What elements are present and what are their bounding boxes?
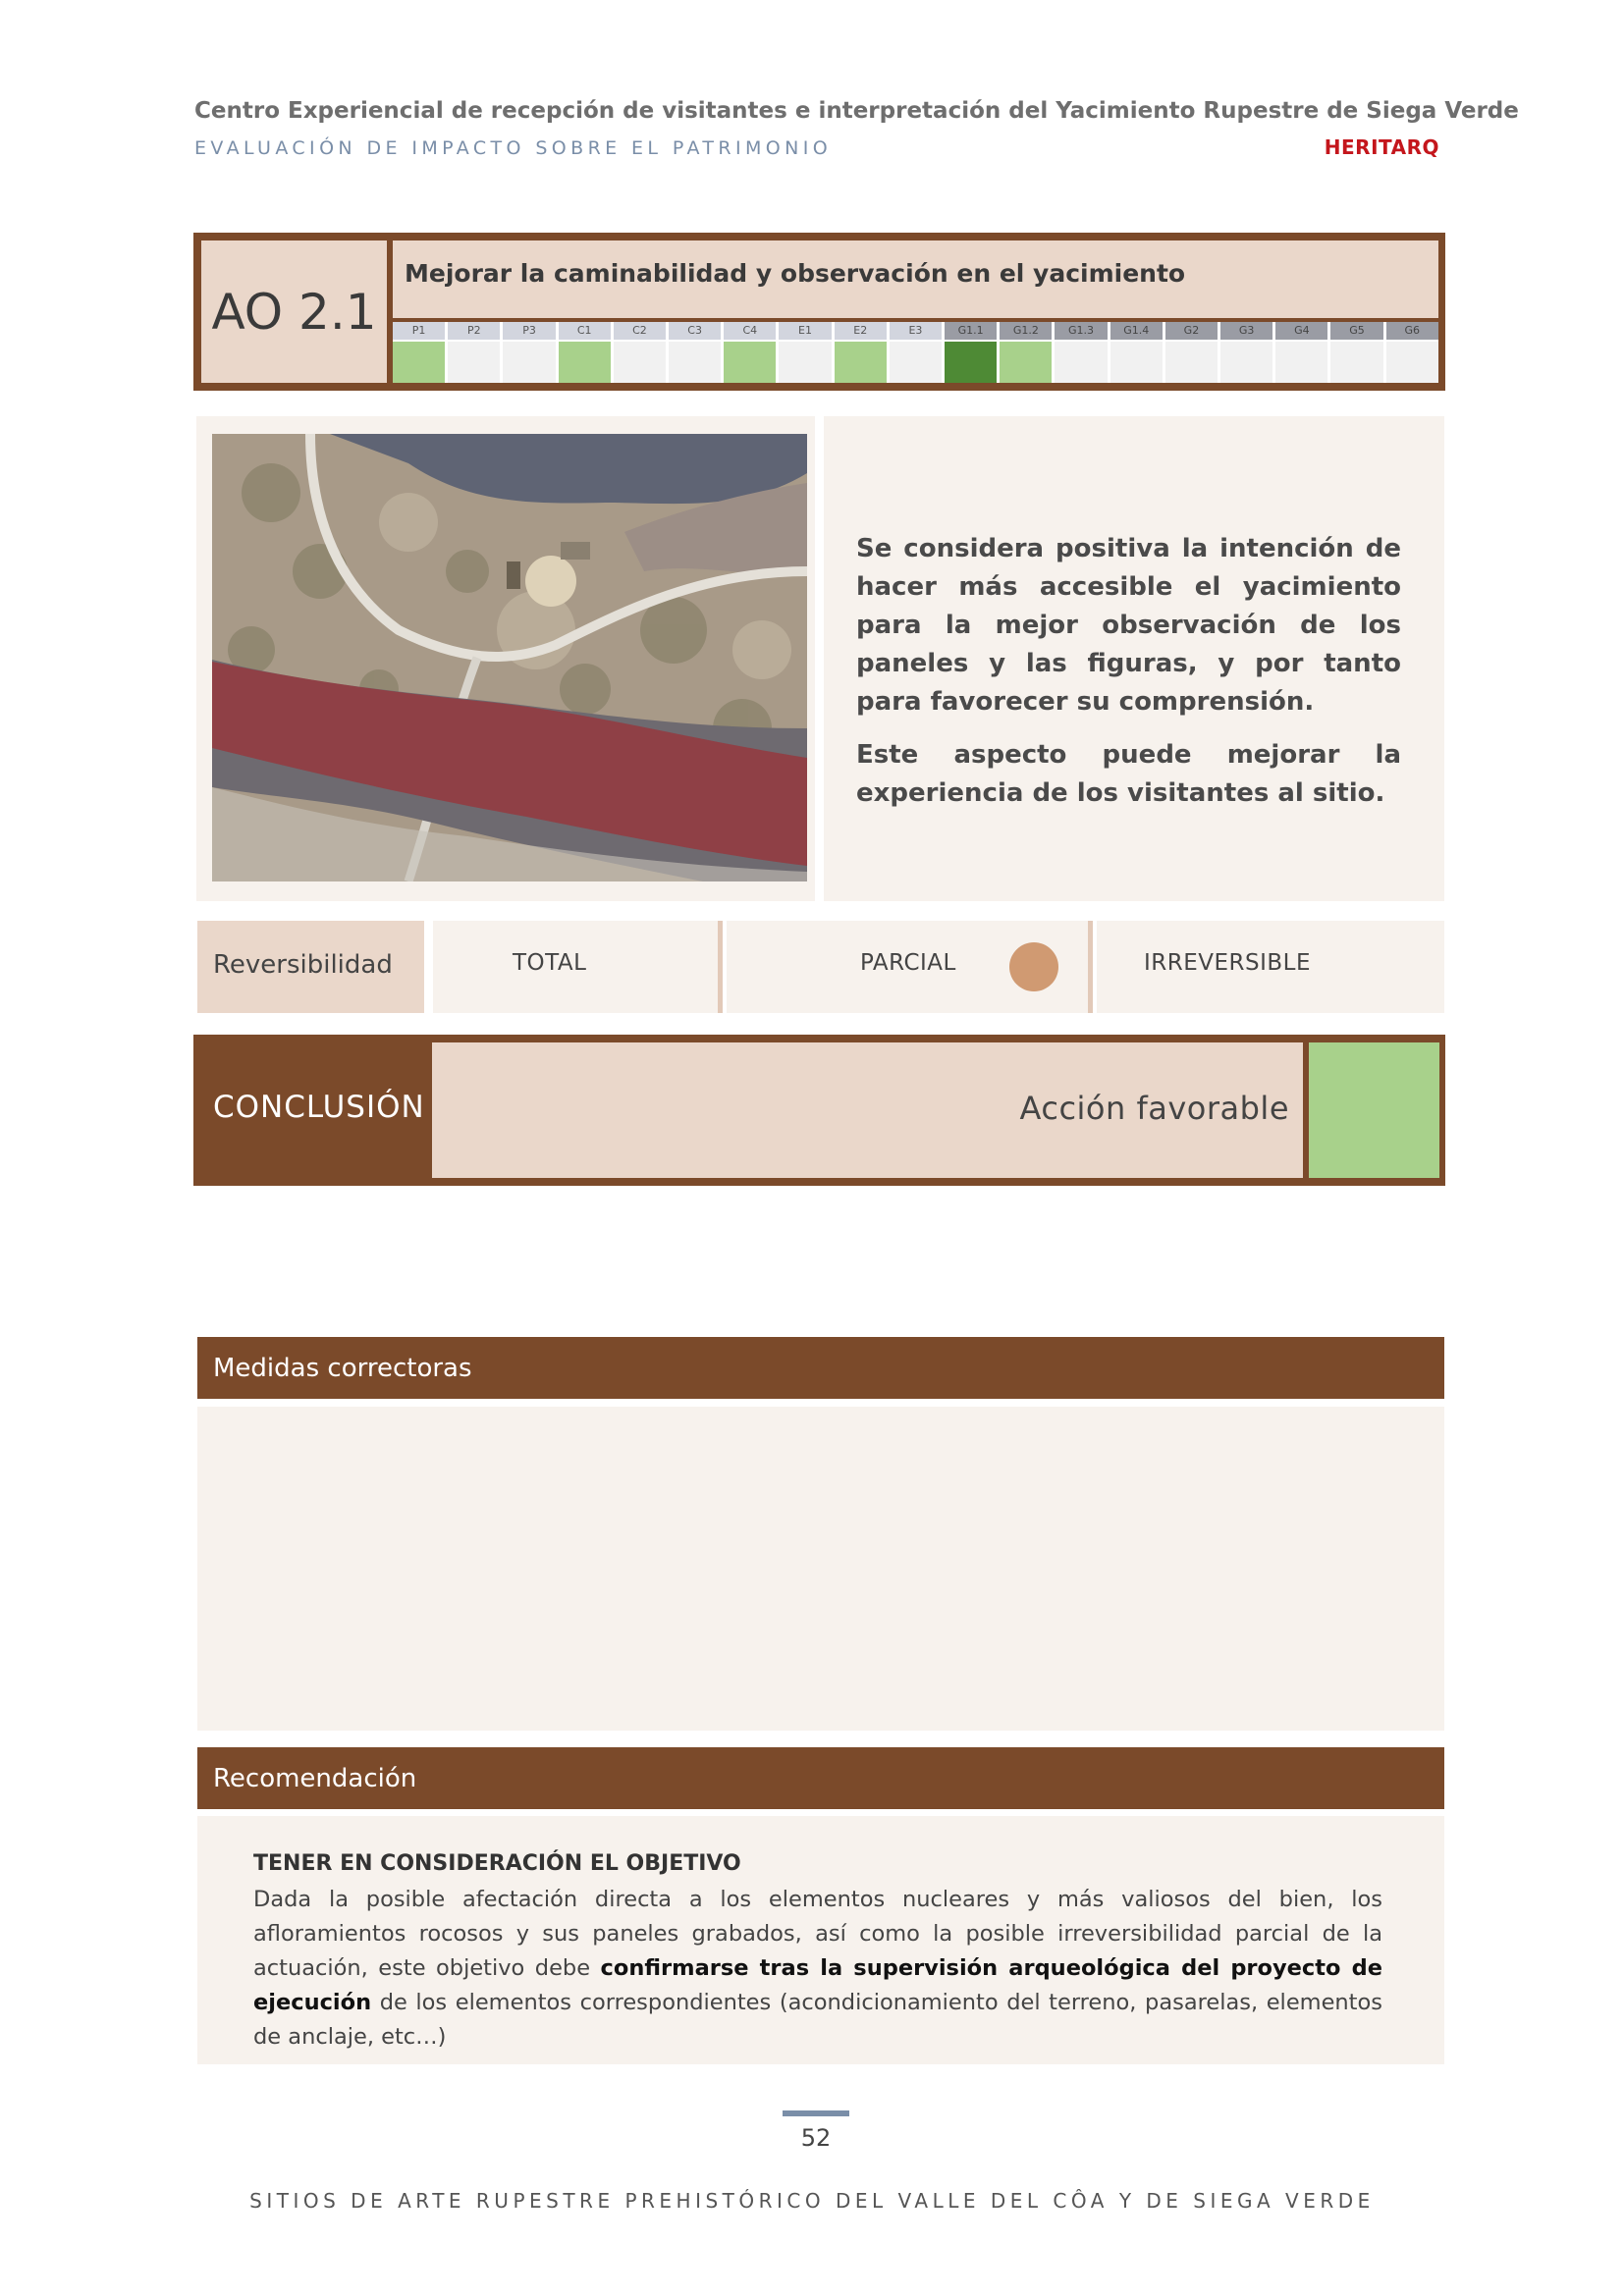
reversibility-selected-marker — [1009, 942, 1058, 991]
assessment-paragraph-1: Se considera positiva la intención de hacer más accesible el yacimiento para la mejor observación de los paneles y las figuras, y por tanto para favorecer su comprensión. — [856, 534, 1401, 717]
recommendation-heading: TENER EN CONSIDERACIÓN EL OBJETIVO — [253, 1851, 741, 1876]
conclusion-value: Acción favorable — [1019, 1090, 1289, 1127]
indicator-value-cell — [890, 342, 942, 383]
indicator-g1-3 — [1055, 322, 1107, 383]
recommendation-text-emphasis: confirmarse tras la supervisión arqueológica del proyecto de ejecución — [253, 1955, 1382, 2015]
footer-text: SITIOS DE ARTE RUPESTRE PREHISTÓRICO DEL VALLE DEL CÔA Y DE SIEGA VERDE — [249, 2189, 1375, 2213]
measures-body — [197, 1407, 1444, 1731]
indicator-value-cell — [614, 342, 666, 383]
conclusion-status-swatch — [1309, 1042, 1439, 1178]
indicator-label: E3 — [890, 322, 942, 340]
indicator-c4 — [724, 322, 776, 383]
indicator-e2 — [835, 322, 887, 383]
indicator-label: G4 — [1275, 322, 1327, 340]
assessment-paragraph-2: Este aspecto puede mejorar la experiencia de los visitantes al sitio. — [856, 740, 1401, 808]
indicator-c1 — [559, 322, 611, 383]
indicator-value-cell — [835, 342, 887, 383]
reversibility-option-partial: PARCIAL — [860, 950, 956, 976]
indicator-value-cell — [448, 342, 500, 383]
indicator-label: G1.4 — [1110, 322, 1163, 340]
indicator-value-cell — [669, 342, 721, 383]
indicator-label: E2 — [835, 322, 887, 340]
indicator-value-cell — [1000, 342, 1052, 383]
indicator-g6 — [1386, 322, 1438, 383]
recommendation-text-end: de los elementos correspondientes (acondicionamiento del terreno, pasarelas, elementos de anclaje, etc…) — [253, 1990, 1382, 2050]
page-number-rule — [783, 2110, 849, 2116]
document-subtitle: EVALUACIÓN DE IMPACTO SOBRE EL PATRIMONIO — [194, 137, 833, 159]
reversibility-divider — [718, 921, 723, 1013]
aerial-map-illustration — [212, 434, 807, 881]
document-title: Centro Experiencial de recepción de visitantes e interpretación del Yacimiento Rupestre de Siega Verde — [194, 98, 1519, 124]
indicator-p3 — [503, 322, 555, 383]
page-number: 52 — [800, 2124, 832, 2152]
indicator-label: P2 — [448, 322, 500, 340]
indicator-matrix — [393, 322, 1438, 383]
indicator-g1-1 — [945, 322, 997, 383]
indicator-c3 — [669, 322, 721, 383]
indicator-value-cell — [724, 342, 776, 383]
reversibility-option-total: TOTAL — [513, 950, 587, 976]
indicator-value-cell — [503, 342, 555, 383]
recommendation-header — [197, 1747, 1444, 1809]
indicator-label: C1 — [559, 322, 611, 340]
aerial-photo — [212, 434, 807, 881]
indicator-value-cell — [1165, 342, 1218, 383]
recommendation-title: Recomendación — [213, 1763, 417, 1793]
indicator-value-cell — [945, 342, 997, 383]
brand-label: HERITARQ — [1324, 135, 1439, 159]
recommendation-text-start: Dada la posible afectación directa a los elementos nucleares y más valiosos del bien, los afloramientos rocosos y sus paneles grabados, así como la posible irreversibilidad parcial de la actuación, este objetivo debe — [253, 1887, 1382, 1981]
indicator-e3 — [890, 322, 942, 383]
indicator-value-cell — [559, 342, 611, 383]
indicator-g4 — [1275, 322, 1327, 383]
indicator-label: P3 — [503, 322, 555, 340]
indicator-value-cell — [1220, 342, 1272, 383]
reversibility-label: Reversibilidad — [213, 950, 393, 980]
indicator-g1-2 — [1000, 322, 1052, 383]
indicator-label: C4 — [724, 322, 776, 340]
indicator-e1 — [779, 322, 831, 383]
indicator-value-cell — [1330, 342, 1382, 383]
indicator-value-cell — [393, 342, 445, 383]
action-title: Mejorar la caminabilidad y observación en el yacimiento — [405, 259, 1186, 288]
indicator-value-cell — [1110, 342, 1163, 383]
reversibility-option-irreversible: IRREVERSIBLE — [1144, 950, 1312, 976]
indicator-label: G1.1 — [945, 322, 997, 340]
recommendation-text — [253, 1883, 1382, 2055]
conclusion-label: CONCLUSIÓN — [213, 1090, 425, 1125]
measures-title: Medidas correctoras — [213, 1353, 472, 1383]
indicator-value-cell — [1055, 342, 1107, 383]
indicator-label: G1.2 — [1000, 322, 1052, 340]
indicator-value-cell — [1386, 342, 1438, 383]
action-code: AO 2.1 — [201, 240, 387, 383]
indicator-g5 — [1330, 322, 1382, 383]
indicator-g3 — [1220, 322, 1272, 383]
indicator-label: G6 — [1386, 322, 1438, 340]
indicator-g2 — [1165, 322, 1218, 383]
indicator-label: C2 — [614, 322, 666, 340]
indicator-value-cell — [779, 342, 831, 383]
indicator-label: C3 — [669, 322, 721, 340]
indicator-c2 — [614, 322, 666, 383]
indicator-label: G2 — [1165, 322, 1218, 340]
indicator-p1 — [393, 322, 445, 383]
indicator-label: P1 — [393, 322, 445, 340]
reversibility-divider — [1088, 921, 1093, 1013]
indicator-label: G3 — [1220, 322, 1272, 340]
indicator-label: G5 — [1330, 322, 1382, 340]
indicator-label: E1 — [779, 322, 831, 340]
indicator-value-cell — [1275, 342, 1327, 383]
indicator-p2 — [448, 322, 500, 383]
assessment-text — [856, 530, 1401, 828]
measures-header — [197, 1337, 1444, 1399]
indicator-label: G1.3 — [1055, 322, 1107, 340]
indicator-g1-4 — [1110, 322, 1163, 383]
